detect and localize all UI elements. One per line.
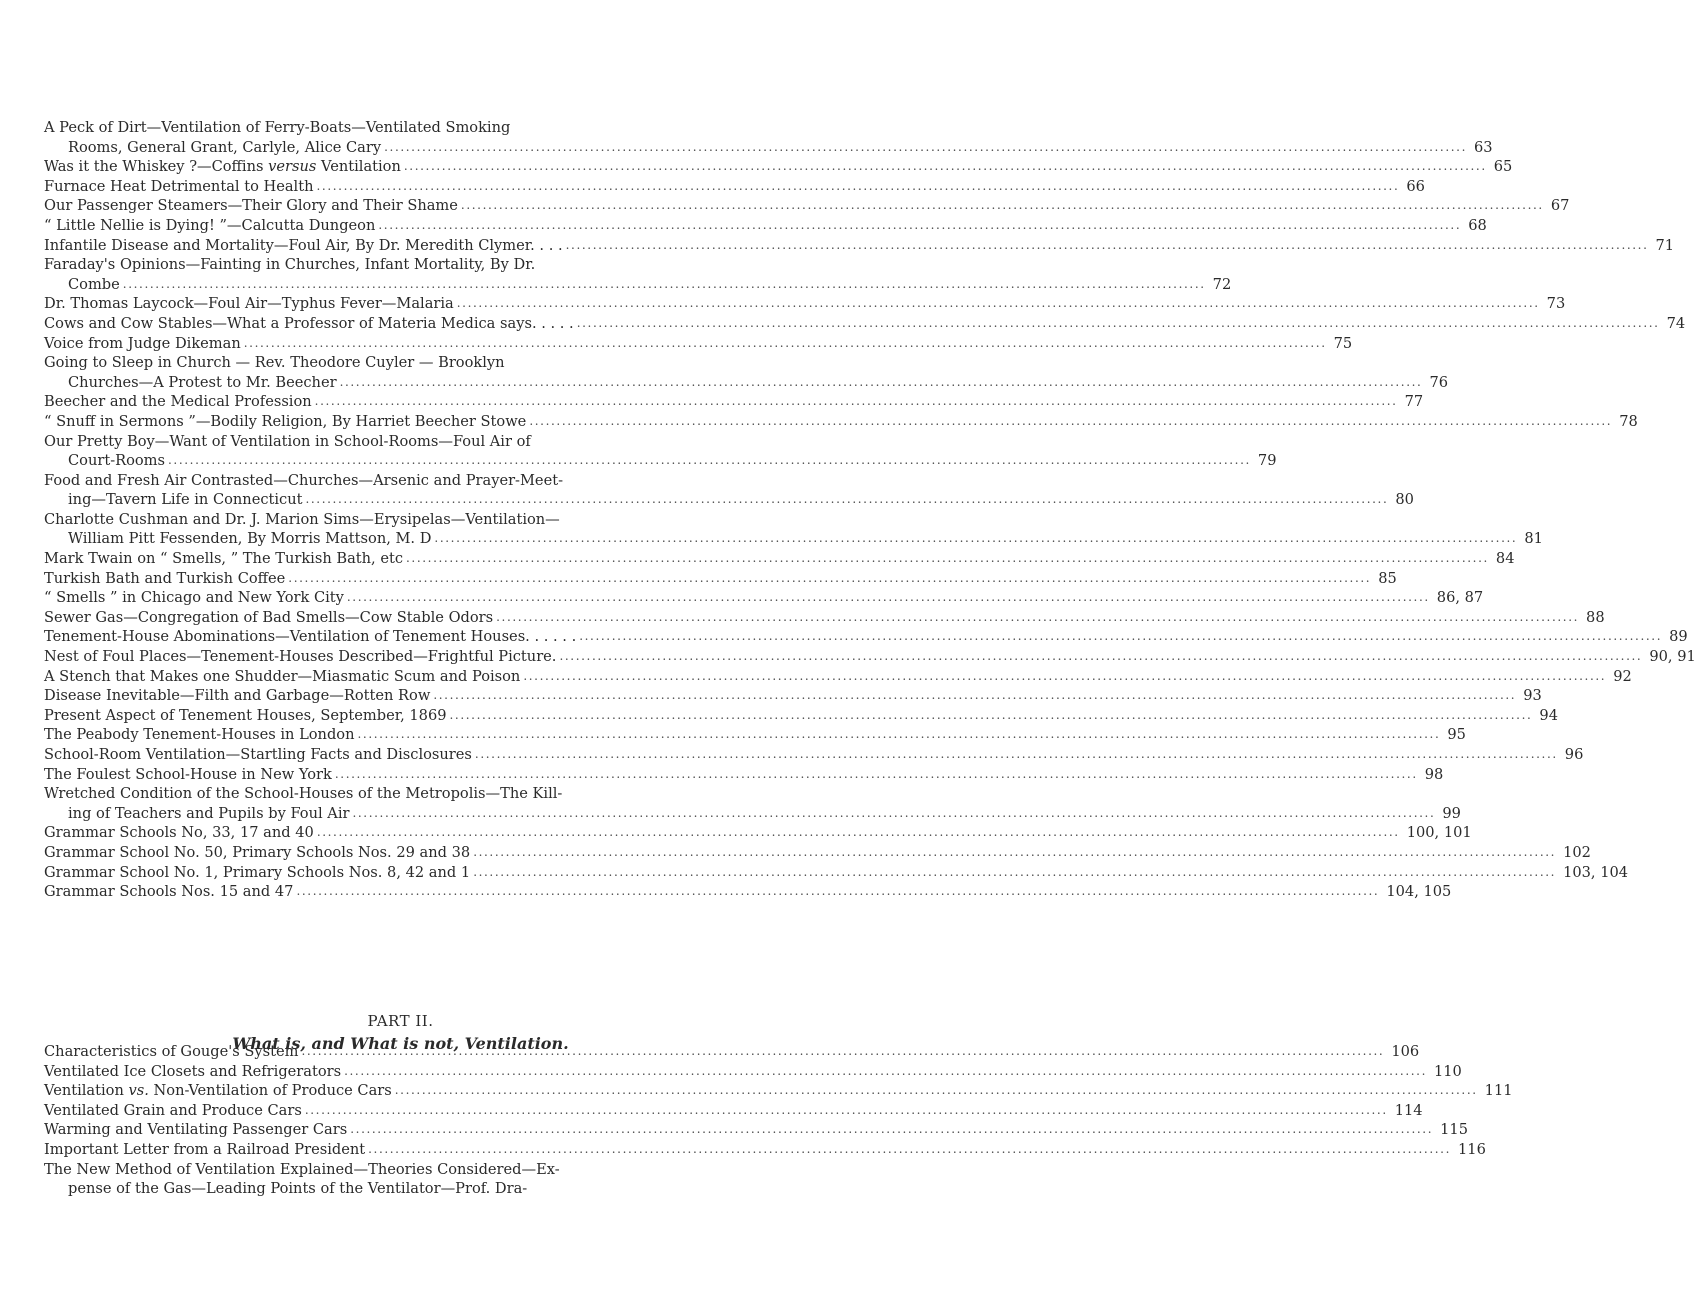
dot-leader xyxy=(368,1140,1451,1160)
toc-entry-title: Sewer Gas—Congregation of Bad Smells—Cow Stable Odors xyxy=(44,608,494,626)
toc-page-number: 71 xyxy=(1655,236,1675,254)
toc-entry-title: “ Snuff in Sermons ”—Bodily Religion, By Harriet Beecher Stowe xyxy=(44,412,527,430)
toc-entry xyxy=(44,334,1353,354)
toc-page-number: 68 xyxy=(1468,216,1487,234)
toc-entry xyxy=(44,353,1449,392)
toc-entry-line-final xyxy=(44,412,1638,432)
toc-entry xyxy=(44,236,1675,256)
toc-entry-title: Present Aspect of Tenement Houses, September, 1869 xyxy=(44,706,447,724)
dot-leader xyxy=(352,804,1435,824)
toc-entry-title: ing of Teachers and Pupils by Foul Air xyxy=(68,804,350,822)
toc-entry-line-final xyxy=(44,157,1513,177)
toc-entry xyxy=(44,882,1452,902)
toc-entry-line-final xyxy=(44,216,1487,236)
toc-entry xyxy=(44,216,1487,236)
dot-leader xyxy=(473,843,1556,863)
toc-entry-line xyxy=(44,510,756,530)
toc-entry-title: Going to Sleep in Church — Rev. Theodore Cuyler — Brooklyn xyxy=(44,354,505,372)
toc-entry-line-final xyxy=(44,314,1686,334)
toc-entry-title: Churches—A Protest to Mr. Beecher xyxy=(68,373,337,391)
dot-leader xyxy=(566,236,1649,256)
toc-page-number: 79 xyxy=(1257,452,1277,470)
toc-entry-line-final xyxy=(44,392,1424,412)
toc-entry-line-final xyxy=(44,765,1444,785)
toc-entry-line-final xyxy=(44,529,1543,549)
toc-entry-line xyxy=(44,784,756,804)
toc-entry xyxy=(44,588,1484,608)
toc-entry xyxy=(44,1101,1423,1121)
toc-page-number: 80 xyxy=(1395,491,1414,509)
toc-entry-title: Disease Inevitable—Filth and Garbage—Rotten Row xyxy=(44,687,431,705)
toc-entry-title: Grammar Schools No, 33, 17 and 40 xyxy=(44,824,314,842)
toc-entry-line xyxy=(44,1160,756,1180)
toc-entry-title: Ventilated Ice Closets and Refrigerators xyxy=(44,1062,342,1080)
toc-entry-title: Grammar School No. 50, Primary Schools Nos. 29 and 38 xyxy=(44,843,471,861)
toc-entry-title: Dr. Thomas Laycock—Foul Air—Typhus Fever—Malaria xyxy=(44,295,454,313)
toc-entry-line-final xyxy=(44,725,1466,745)
toc-entry-line-final xyxy=(44,686,1542,706)
toc-page-number: 77 xyxy=(1404,393,1424,411)
dot-leader xyxy=(357,725,1440,745)
toc-entry xyxy=(44,569,1397,589)
toc-entry-line-final xyxy=(44,1140,1486,1160)
dot-leader xyxy=(579,627,1662,647)
toc-entry xyxy=(44,471,1414,510)
toc-entry xyxy=(44,432,1277,471)
toc-entry-line-final xyxy=(44,1062,1462,1082)
toc-entry-line-final xyxy=(44,373,1449,393)
dot-leader xyxy=(404,157,1487,177)
toc-entry xyxy=(44,1160,756,1199)
toc-entry xyxy=(44,647,1696,667)
toc-entry-title: Grammar School No. 1, Primary Schools Nos. 8, 42 and 1 xyxy=(44,863,471,881)
toc-entry-title: pense of the Gas—Leading Points of the Ventilator—Prof. Dra- xyxy=(68,1180,528,1198)
toc-entry-title: Nest of Foul Places—Tenement-Houses Described—Frightful Picture. xyxy=(44,648,557,666)
toc-entry-title: Warming and Ventilating Passenger Cars xyxy=(44,1121,348,1139)
toc-page-number: 65 xyxy=(1493,158,1513,176)
toc-page-number: 98 xyxy=(1424,765,1444,783)
toc-page-number: 73 xyxy=(1546,295,1566,313)
toc-entry-line xyxy=(44,471,756,491)
toc-entry-line xyxy=(44,432,756,452)
toc-entry-line-final xyxy=(44,588,1484,608)
toc-entry-title: Charlotte Cushman and Dr. J. Marion Sims—Erysipelas—Ventilation— xyxy=(44,510,560,528)
dot-leader xyxy=(168,451,1251,471)
toc-entry-line-final xyxy=(44,196,1570,216)
toc-entry xyxy=(44,196,1570,216)
toc-entry-line-final xyxy=(44,863,1629,883)
toc-entry xyxy=(44,706,1558,726)
toc-page-number: 110 xyxy=(1433,1062,1462,1080)
toc-entry xyxy=(44,392,1424,412)
toc-page-number: 96 xyxy=(1564,746,1584,763)
toc-entry xyxy=(44,1140,1486,1160)
toc-entry-line-final xyxy=(44,843,1591,863)
dot-leader xyxy=(496,608,1579,628)
toc-entry-title: The New Method of Ventilation Explained—Theories Considered—Ex- xyxy=(44,1160,560,1178)
toc-entry-line-final xyxy=(44,1081,1513,1101)
toc-page-number: 75 xyxy=(1333,334,1353,352)
toc-page-number: 94 xyxy=(1539,706,1558,724)
toc-page-number: 76 xyxy=(1429,373,1449,391)
toc-page-number: 89 xyxy=(1669,628,1688,646)
toc-entry-line-final xyxy=(44,549,1515,569)
toc-page-number: 85 xyxy=(1378,569,1397,587)
toc-entry xyxy=(44,823,1472,843)
toc-entry xyxy=(44,843,1591,863)
toc-page-number: 90, 91 xyxy=(1649,648,1696,666)
toc-entry-title: Our Passenger Steamers—Their Glory and Their Shame xyxy=(44,197,458,215)
toc-entry xyxy=(44,667,1632,687)
dot-leader xyxy=(475,745,1558,765)
toc-entry-line-final xyxy=(44,569,1397,589)
toc-entry-title: Ventilated Grain and Produce Cars xyxy=(44,1101,302,1119)
toc-entry-title: Mark Twain on “ Smells, ” The Turkish Bath, etc xyxy=(44,550,404,568)
toc-entry-line-final xyxy=(44,804,1461,824)
toc-page-number: 114 xyxy=(1394,1101,1423,1119)
toc-entry-line-final xyxy=(44,138,1493,158)
toc-entry-title: Tenement-House Abominations—Ventilation of Tenement Houses. . . . . . xyxy=(44,628,577,646)
toc-entry xyxy=(44,725,1466,745)
toc-entry-title: The Foulest School-House in New York xyxy=(44,765,332,783)
toc-entry-title: Turkish Bath and Turkish Coffee xyxy=(44,569,286,587)
part-one-contents-list xyxy=(44,118,1696,902)
dot-leader xyxy=(288,569,1371,589)
toc-entry-line-final xyxy=(44,1042,1420,1062)
toc-page-number: 88 xyxy=(1586,608,1605,626)
toc-entry-line-final xyxy=(44,823,1472,843)
toc-entry-title: The Peabody Tenement-Houses in London xyxy=(44,726,355,744)
toc-entry-line-final xyxy=(44,236,1675,256)
dot-leader xyxy=(335,765,1418,785)
toc-entry-line-final xyxy=(44,706,1558,726)
dot-leader xyxy=(473,863,1556,883)
dot-leader xyxy=(305,1101,1388,1121)
toc-page-number: 78 xyxy=(1619,412,1638,430)
toc-entry-line-final xyxy=(44,667,1632,687)
toc-entry-line-final xyxy=(44,882,1452,902)
dot-leader xyxy=(529,412,1612,432)
dot-leader xyxy=(317,823,1400,843)
toc-page-number: 72 xyxy=(1212,275,1232,293)
toc-entry-line-final xyxy=(44,608,1605,628)
toc-entry-title: Voice from Judge Dikeman xyxy=(44,334,241,352)
toc-entry-title: William Pitt Fessenden, By Morris Mattson, M. D xyxy=(68,530,432,548)
part-subtitle: What is, and What is not, Ventilation. xyxy=(232,1034,569,1053)
toc-entry-title: Rooms, General Grant, Carlyle, Alice Cary xyxy=(68,138,382,156)
toc-entry-line-final xyxy=(44,647,1696,667)
toc-entry-line xyxy=(44,255,756,275)
toc-page-number: 100, 101 xyxy=(1406,824,1472,842)
toc-entry xyxy=(44,294,1566,314)
toc-entry xyxy=(44,686,1542,706)
toc-entry xyxy=(44,608,1605,628)
toc-entry-title: Important Letter from a Railroad President xyxy=(44,1140,366,1158)
toc-entry-line-final xyxy=(44,334,1353,354)
toc-entry-line xyxy=(44,118,756,138)
toc-entry-title: Grammar Schools Nos. 15 and 47 xyxy=(44,883,294,901)
toc-page-number: 84 xyxy=(1495,550,1515,568)
toc-page-number: 86, 87 xyxy=(1436,589,1484,607)
toc-entry-title: Was it the Whiskey ?—Coffins versus Ventilation xyxy=(44,158,401,176)
toc-entry xyxy=(44,118,1493,157)
toc-entry-title: Ventilation vs. Non-Ventilation of Produce Cars xyxy=(44,1082,392,1100)
dot-leader xyxy=(123,275,1206,295)
toc-entry-line-final xyxy=(44,745,1584,765)
dot-leader xyxy=(434,529,1517,549)
dot-leader xyxy=(296,882,1379,902)
toc-entry xyxy=(44,157,1513,177)
dot-leader xyxy=(450,706,1533,726)
toc-entry-title: A Peck of Dirt—Ventilation of Ferry-Boats—Ventilated Smoking xyxy=(44,119,511,136)
toc-entry xyxy=(44,765,1444,785)
toc-entry-title: Beecher and the Medical Profession xyxy=(44,393,312,411)
toc-entry xyxy=(44,1081,1513,1101)
toc-entry-title: Court-Rooms xyxy=(68,452,166,470)
toc-page-number: 102 xyxy=(1563,843,1591,861)
dot-leader xyxy=(378,216,1461,236)
toc-page-number: 92 xyxy=(1613,667,1632,685)
toc-entry xyxy=(44,745,1584,765)
toc-entry-line-final xyxy=(44,1101,1423,1121)
toc-entry-title: Characteristics of Gouge's System xyxy=(44,1043,299,1060)
dot-leader xyxy=(461,196,1544,216)
toc-page-number: 74 xyxy=(1666,314,1686,332)
toc-page-number: 106 xyxy=(1391,1043,1420,1060)
toc-entry xyxy=(44,412,1638,432)
toc-entry-title: Combe xyxy=(68,275,120,293)
toc-entry-title: Cows and Cow Stables—What a Professor of Materia Medica says. . . . . xyxy=(44,314,574,332)
toc-entry xyxy=(44,314,1686,334)
toc-page-number: 93 xyxy=(1523,687,1542,705)
toc-page-number: 67 xyxy=(1550,197,1570,215)
toc-entry-title: ing—Tavern Life in Connecticut xyxy=(68,491,303,509)
dot-leader xyxy=(305,490,1388,510)
toc-entry-title: A Stench that Makes one Shudder—Miasmatic Scum and Poison xyxy=(44,667,521,685)
dot-leader xyxy=(395,1081,1478,1101)
toc-entry-line-final xyxy=(44,294,1566,314)
toc-entry-line-final xyxy=(44,451,1277,471)
toc-entry-title: Furnace Heat Detrimental to Health xyxy=(44,177,314,195)
dot-leader xyxy=(344,1062,1427,1082)
dot-leader xyxy=(577,314,1660,334)
toc-page-number: 95 xyxy=(1447,726,1466,744)
toc-page-number: 99 xyxy=(1442,804,1461,822)
toc-page-number: 63 xyxy=(1474,138,1493,156)
toc-page-number: 81 xyxy=(1524,530,1543,548)
toc-page-number: 103, 104 xyxy=(1563,863,1629,881)
toc-entry-line-final xyxy=(44,490,1414,510)
toc-entry xyxy=(44,1120,1468,1140)
toc-entry xyxy=(44,255,1232,294)
dot-leader xyxy=(315,392,1398,412)
dot-leader xyxy=(559,647,1642,667)
part-heading: PART II. xyxy=(367,1012,434,1030)
dot-leader xyxy=(301,1042,1384,1062)
toc-page-number: 111 xyxy=(1484,1082,1513,1100)
toc-entry xyxy=(44,784,1461,823)
toc-entry-line-final xyxy=(44,1120,1468,1140)
toc-entry xyxy=(44,627,1688,647)
toc-entry-title: Faraday's Opinions—Fainting in Churches, Infant Mortality, By Dr. xyxy=(44,256,536,274)
dot-leader xyxy=(244,334,1327,354)
dot-leader xyxy=(523,667,1606,687)
toc-entry-title: School-Room Ventilation—Startling Facts and Disclosures xyxy=(44,746,472,763)
toc-entry-title: Our Pretty Boy—Want of Ventilation in School-Rooms—Foul Air of xyxy=(44,432,531,450)
toc-entry xyxy=(44,510,1543,549)
toc-entry-line-final xyxy=(44,275,1232,295)
toc-page-number: 115 xyxy=(1440,1121,1468,1139)
toc-entry-title: Food and Fresh Air Contrasted—Churches—Arsenic and Prayer-Meet- xyxy=(44,471,563,489)
toc-entry xyxy=(44,863,1629,883)
toc-entry xyxy=(44,1062,1462,1082)
toc-entry-title: “ Smells ” in Chicago and New York City xyxy=(44,589,344,607)
toc-entry xyxy=(44,177,1425,197)
dot-leader xyxy=(350,1120,1433,1140)
toc-page-number: 104, 105 xyxy=(1386,883,1452,901)
dot-leader xyxy=(347,588,1430,608)
dot-leader xyxy=(317,177,1400,197)
dot-leader xyxy=(433,686,1516,706)
part-two-contents-list xyxy=(44,1042,1513,1199)
toc-entry xyxy=(44,1042,1420,1062)
dot-leader xyxy=(340,373,1423,393)
dot-leader xyxy=(457,294,1540,314)
dot-leader xyxy=(406,549,1489,569)
toc-entry-title: Wretched Condition of the School-Houses of the Metropolis—The Kill- xyxy=(44,785,563,803)
toc-entry-line-final xyxy=(44,627,1688,647)
toc-entry-line-final xyxy=(44,1179,756,1199)
toc-entry-line-final xyxy=(44,177,1425,197)
toc-entry-title: Infantile Disease and Mortality—Foul Air, By Dr. Meredith Clymer. . . . xyxy=(44,236,563,254)
toc-page-number: 66 xyxy=(1406,177,1425,195)
toc-page-number: 116 xyxy=(1458,1140,1486,1158)
toc-entry-line xyxy=(44,353,756,373)
toc-entry xyxy=(44,549,1515,569)
dot-leader xyxy=(384,138,1467,158)
toc-entry-title: “ Little Nellie is Dying! ”—Calcutta Dungeon xyxy=(44,216,376,234)
